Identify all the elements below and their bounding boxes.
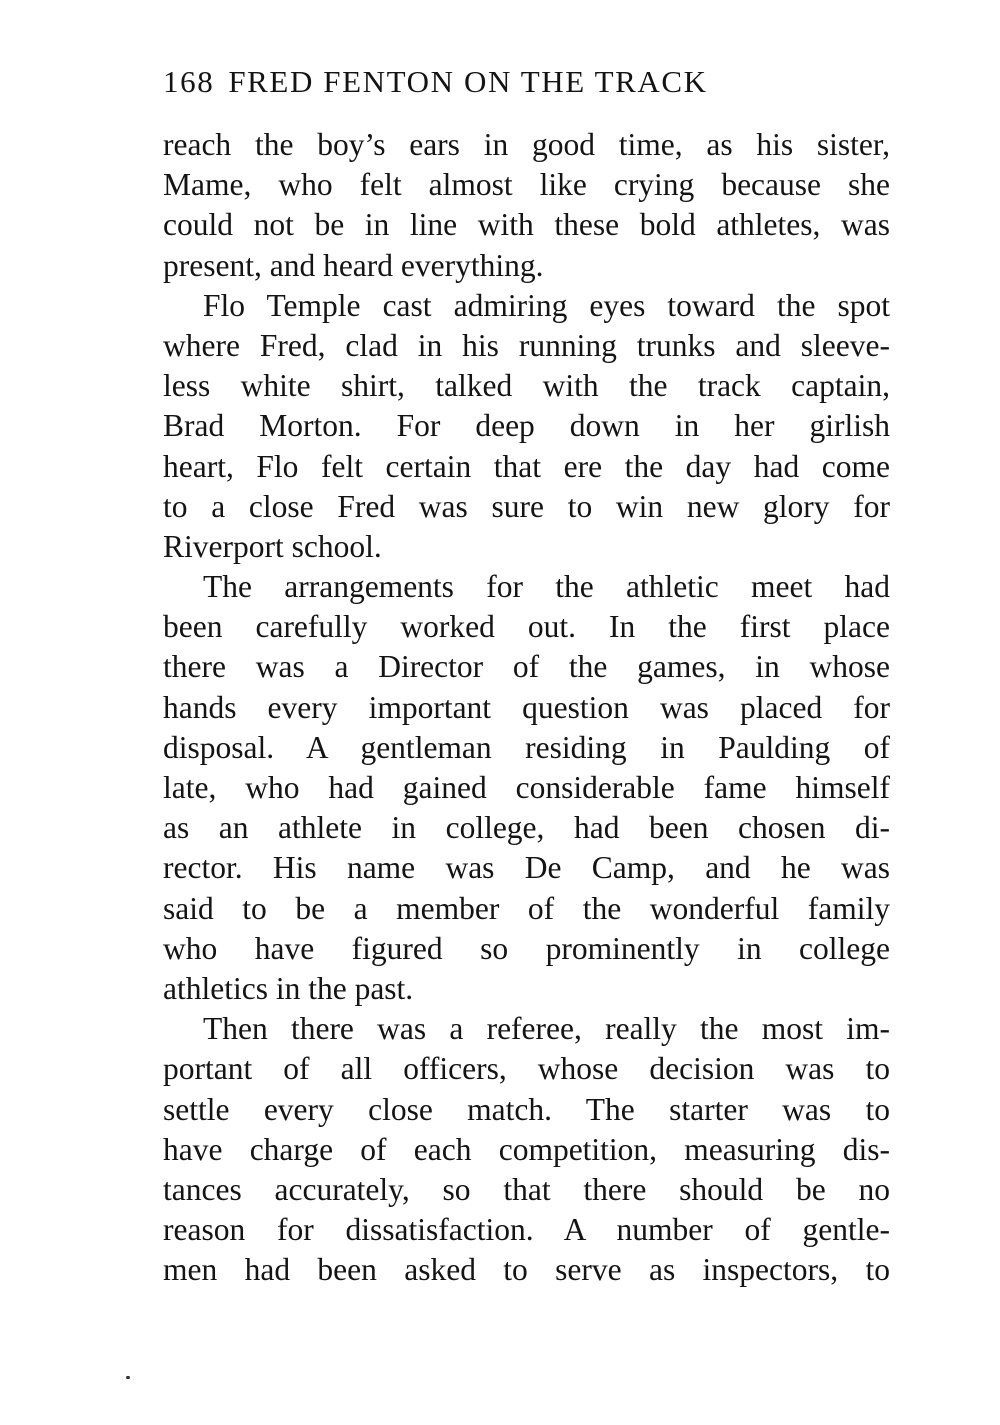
text-line: athletics in the past. (163, 970, 414, 1006)
text-line: reach the boy’s ears in good time, as his sister, (163, 127, 890, 162)
text-line: tances accurately, so that there should be no (163, 1171, 890, 1207)
text-line: reason for dissatisfaction. A number of gentle- (163, 1212, 890, 1248)
text-line: hands every important question was placed for (163, 689, 890, 725)
body-text (163, 125, 890, 1290)
page-number: 168 (163, 64, 215, 99)
text-line: settle every close match. The starter was to (163, 1091, 890, 1127)
text-line: Flo Temple cast admiring eyes toward the spot (203, 287, 890, 323)
text-line: who have figured so prominently in college (163, 930, 890, 966)
text-line: less white shirt, talked with the track captain, (163, 368, 890, 404)
text-line: men had been asked to serve as inspectors, to (163, 1252, 890, 1288)
running-head (163, 62, 890, 102)
text-line: as an athlete in college, had been chosen di- (163, 810, 890, 846)
text-line: Then there was a referee, really the most im- (203, 1011, 890, 1047)
text-line: been carefully worked out. In the first place (163, 609, 890, 645)
text-line: Brad Morton. For deep down in her girlish (163, 408, 890, 444)
text-line: present, and heard everything. (163, 247, 544, 283)
text-line: to a close Fred was sure to win new glory for (163, 488, 890, 524)
running-title: FRED FENTON ON THE TRACK (228, 64, 708, 99)
text-line: there was a Director of the games, in whose (163, 649, 890, 685)
text-line: could not be in line with these bold athletes, was (163, 207, 890, 243)
text-line: heart, Flo felt certain that ere the day had come (163, 448, 890, 484)
text-line: The arrangements for the athletic meet had (203, 569, 890, 605)
text-line: disposal. A gentleman residing in Paulding of (163, 729, 890, 765)
text-line: Mame, who felt almost like crying because she (163, 167, 890, 203)
text-line: where Fred, clad in his running trunks and sleeve- (163, 327, 890, 363)
text-line: said to be a member of the wonderful family (163, 890, 890, 926)
ink-speck (126, 1376, 130, 1379)
text-line: late, who had gained considerable fame himself (163, 770, 890, 805)
text-line: portant of all officers, whose decision was to (163, 1051, 890, 1087)
text-line: Riverport school. (163, 528, 382, 564)
text-line: have charge of each competition, measuring dis- (163, 1131, 890, 1167)
text-line: rector. His name was De Camp, and he was (163, 850, 890, 886)
